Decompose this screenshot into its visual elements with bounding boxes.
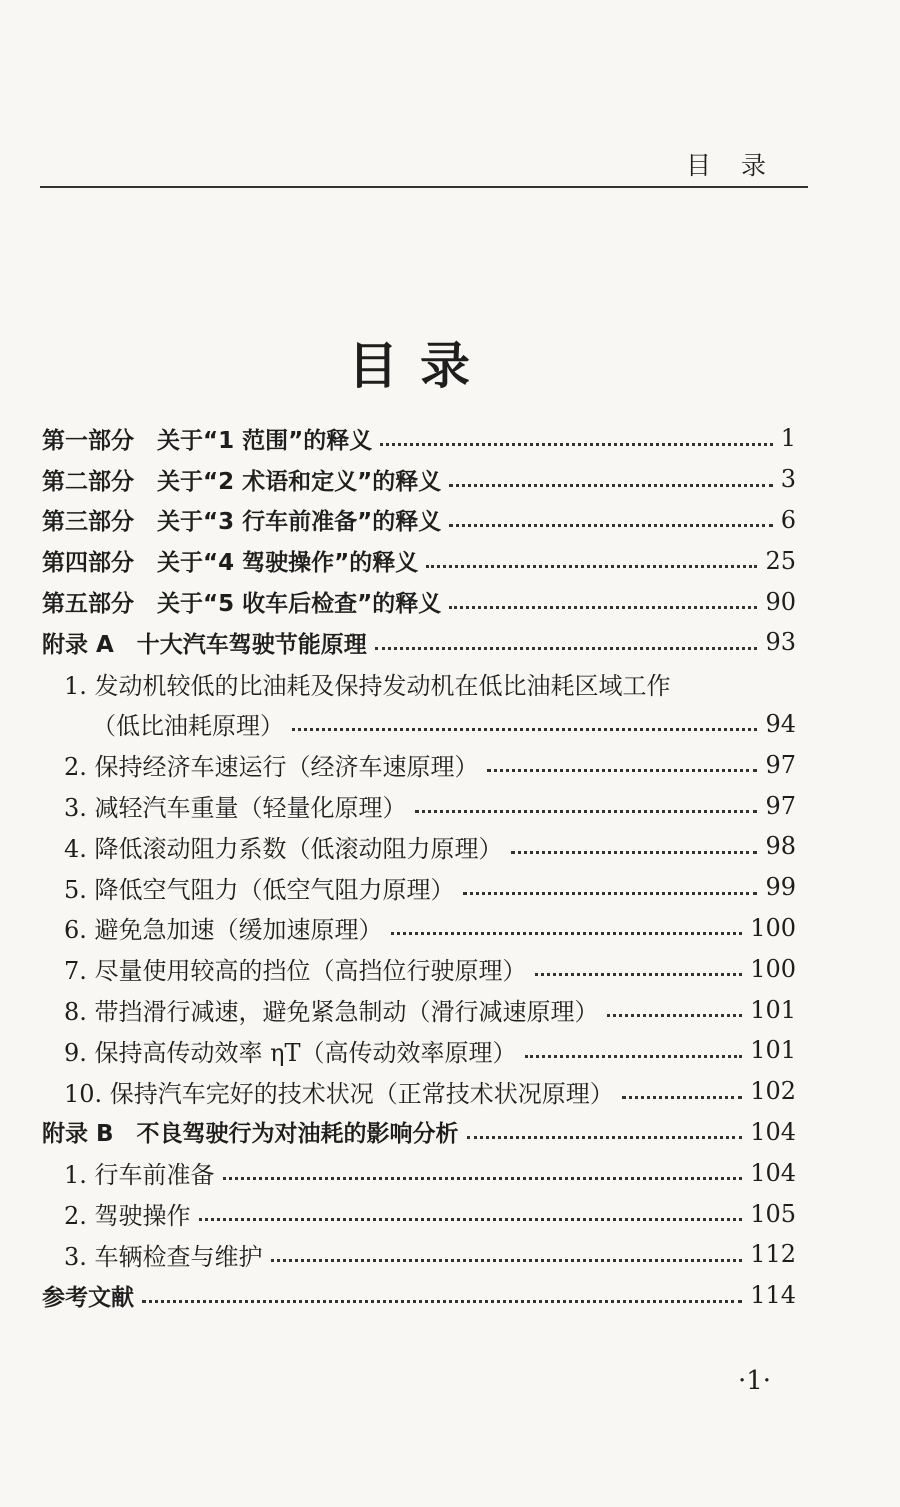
toc-entry-label: 9. 保持高传动效率 ηT（高传动效率原理） xyxy=(64,1038,517,1067)
dot-leader xyxy=(292,728,757,731)
dot-leader xyxy=(415,810,758,813)
dot-leader xyxy=(487,769,758,772)
toc-entry[interactable] xyxy=(42,540,796,581)
toc-entry-label: 第二部分 关于“2 术语和定义”的释义 xyxy=(42,468,442,495)
dot-leader xyxy=(511,851,758,854)
toc-entry-label: 第一部分 关于“1 范围”的释义 xyxy=(42,427,373,454)
toc-entry-label: （低比油耗原理） xyxy=(92,712,284,741)
page-title: 目录 xyxy=(348,336,492,395)
toc-entry[interactable] xyxy=(42,459,796,500)
toc-entry[interactable] xyxy=(42,1030,796,1071)
dot-leader xyxy=(426,565,757,568)
toc-entry-label: 10. 保持汽车完好的技术状况（正常技术状况原理） xyxy=(64,1079,614,1108)
toc-entry[interactable] xyxy=(42,1152,796,1193)
toc-entry-page: 97 xyxy=(765,750,796,779)
dot-leader xyxy=(142,1300,742,1303)
toc-entry-label: 7. 尽量使用较高的挡位（高挡位行驶原理） xyxy=(64,957,527,986)
toc-entry[interactable] xyxy=(42,704,796,745)
toc-entry-label: 1. 行车前准备 xyxy=(64,1161,215,1190)
toc-entry-page: 101 xyxy=(750,1036,796,1065)
toc-entry[interactable] xyxy=(42,785,796,826)
toc-entry-label: 5. 降低空气阻力（低空气阻力原理） xyxy=(64,875,455,904)
toc-entry[interactable] xyxy=(42,1275,796,1316)
dot-leader xyxy=(199,1218,743,1221)
header-rule xyxy=(40,186,808,188)
toc-entry-label: 第五部分 关于“5 收车后检查”的释义 xyxy=(42,591,442,618)
dot-leader xyxy=(463,892,758,895)
dot-leader xyxy=(375,647,758,650)
dot-leader xyxy=(535,973,743,976)
toc-entry-page: 93 xyxy=(765,628,796,657)
toc-entry-page: 112 xyxy=(750,1240,796,1269)
dot-leader xyxy=(622,1096,742,1099)
toc-entry[interactable] xyxy=(42,826,796,867)
toc-entry-label: 参考文献 xyxy=(42,1284,134,1311)
toc-entry-page: 3 xyxy=(780,465,796,494)
toc-entry-label: 2. 保持经济车速运行（经济车速原理） xyxy=(64,753,479,782)
toc-entry[interactable] xyxy=(42,1071,796,1112)
running-header: 目录 xyxy=(685,151,796,180)
toc-entry-page: 100 xyxy=(750,954,796,983)
toc-entry-label: 第三部分 关于“3 行车前准备”的释义 xyxy=(42,509,442,536)
dot-leader xyxy=(449,524,772,527)
toc-entry[interactable] xyxy=(42,622,796,663)
dot-leader xyxy=(449,606,757,609)
toc-entry-page: 1 xyxy=(780,424,796,453)
toc-entry-label: 6. 避免急加速（缓加速原理） xyxy=(64,916,383,945)
toc-entry-page: 90 xyxy=(765,587,796,616)
toc-entry-page: 105 xyxy=(750,1199,796,1228)
page-number: ·1· xyxy=(738,1366,772,1396)
toc-entry-page: 104 xyxy=(750,1158,796,1187)
toc-entry[interactable] xyxy=(42,744,796,785)
toc-entry-label: 1. 发动机较低的比油耗及保持发动机在低比油耗区域工作 xyxy=(64,671,671,700)
toc-entry-label: 2. 驾驶操作 xyxy=(64,1202,191,1231)
toc-entry[interactable] xyxy=(42,908,796,949)
toc-entry[interactable] xyxy=(42,581,796,622)
toc-entry[interactable] xyxy=(42,867,796,908)
toc-entry-label: 第四部分 关于“4 驾驶操作”的释义 xyxy=(42,550,419,577)
toc-entry-label: 8. 带挡滑行减速，避免紧急制动（滑行减速原理） xyxy=(64,998,599,1027)
toc-entry-page: 25 xyxy=(765,546,796,575)
toc-entry[interactable] xyxy=(42,948,796,989)
dot-leader xyxy=(607,1014,743,1017)
toc-entry-page: 114 xyxy=(750,1281,796,1310)
toc-entry[interactable] xyxy=(42,989,796,1030)
dot-leader xyxy=(391,932,743,935)
dot-leader xyxy=(449,484,772,487)
toc-entry-page: 102 xyxy=(750,1077,796,1106)
toc-entry-page: 104 xyxy=(750,1117,796,1146)
toc-entry-page: 97 xyxy=(765,791,796,820)
toc-entry-page: 101 xyxy=(750,995,796,1024)
toc-entry-label: 3. 车辆检查与维护 xyxy=(64,1242,263,1271)
dot-leader xyxy=(380,443,772,446)
toc-entry[interactable] xyxy=(42,500,796,541)
dot-leader xyxy=(223,1177,743,1180)
table-of-contents xyxy=(42,418,796,1316)
toc-entry-page: 6 xyxy=(780,505,796,534)
toc-entry-page: 99 xyxy=(765,873,796,902)
dot-leader xyxy=(271,1259,743,1262)
dot-leader xyxy=(467,1136,743,1139)
toc-entry-label: 附录 B 不良驾驶行为对油耗的影响分析 xyxy=(42,1121,459,1148)
toc-entry-label: 3. 减轻汽车重量（轻量化原理） xyxy=(64,794,407,823)
toc-entry[interactable] xyxy=(42,1234,796,1275)
toc-entry-page: 94 xyxy=(765,709,796,738)
toc-entry-label: 4. 降低滚动阻力系数（低滚动阻力原理） xyxy=(64,834,503,863)
toc-entry-page: 98 xyxy=(765,832,796,861)
dot-leader xyxy=(525,1055,743,1058)
toc-entry-page: 100 xyxy=(750,913,796,942)
toc-entry-label: 附录 A 十大汽车驾驶节能原理 xyxy=(42,631,367,658)
toc-entry[interactable] xyxy=(42,1112,796,1153)
toc-entry[interactable] xyxy=(42,1193,796,1234)
toc-entry[interactable] xyxy=(42,663,796,704)
toc-entry[interactable] xyxy=(42,418,796,459)
